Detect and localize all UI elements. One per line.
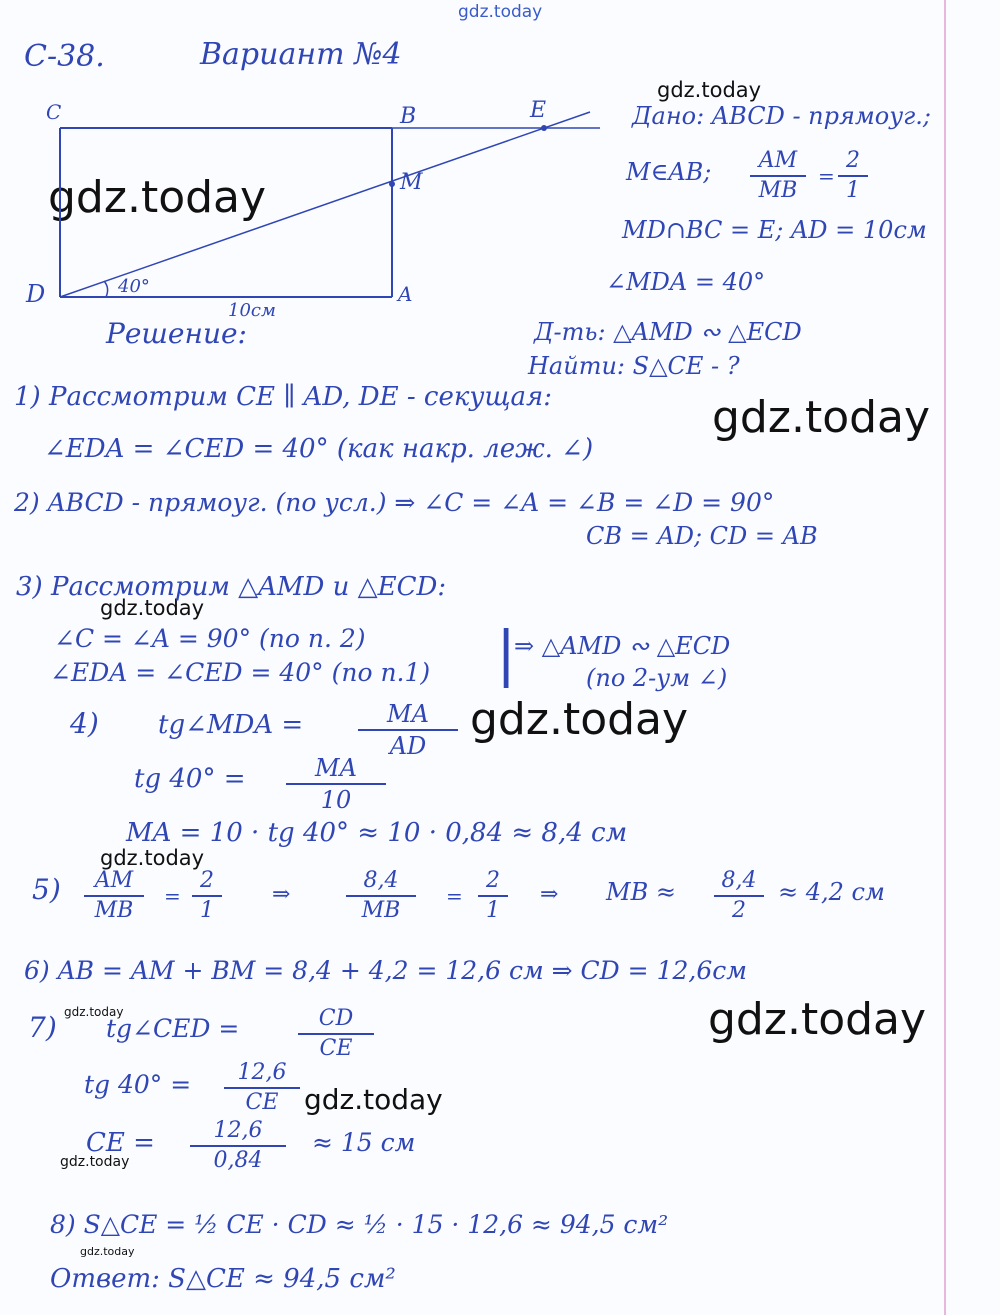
watermark: gdz.today — [100, 846, 205, 870]
answer: Ответ: S△CE ≈ 94,5 см² — [50, 1264, 396, 1294]
step-5-mb: MB ≈ — [606, 878, 676, 906]
watermark: gdz.today — [304, 1083, 443, 1116]
variant-title: Вариант №4 — [200, 37, 402, 72]
step-4-fraction-2: MA 10 — [286, 756, 386, 812]
step-5-fraction-4: 2 1 — [478, 870, 508, 922]
step-7-fraction-2: 12,6 CE — [224, 1062, 300, 1114]
watermark: gdz.today — [708, 994, 927, 1045]
problem-number: C-38. — [24, 39, 105, 74]
step-4-number: 4) — [70, 707, 99, 740]
given-equals: = — [818, 164, 835, 188]
label-M: M — [400, 170, 423, 195]
step-7-fraction-1: CD CE — [298, 1008, 374, 1060]
label-E: E — [530, 98, 547, 123]
side-label: 10см — [228, 300, 276, 321]
step-5-eq-1: = — [164, 884, 181, 908]
angle-arc — [104, 281, 108, 297]
label-A: A — [398, 282, 413, 306]
step-5-arrow-2: ⇒ — [540, 882, 559, 907]
given-line-3: MD∩BC = E; AD = 10см — [622, 216, 927, 244]
step-5-eq-2: = — [446, 884, 463, 908]
step-5-fraction-5: 8,4 2 — [714, 870, 764, 922]
step-3-line-3: ∠EDA = ∠CED = 40° (по п.1) — [50, 658, 431, 687]
step-2-line-1: 2) ABCD - прямоуг. (по усл.) ⇒ ∠C = ∠A = ∠B = ∠D = 90° — [14, 488, 775, 517]
point-E — [541, 125, 547, 131]
prove-statement: Д-ть: △AMD ∾ △ECD — [534, 318, 802, 346]
step-3-line-2: ∠C = ∠A = 90° (по п. 2) — [54, 624, 366, 653]
step-5-fraction-1: AM MB — [84, 870, 144, 922]
step-7-fraction-3: 12,6 0,84 — [190, 1120, 286, 1172]
step-5-fraction-3: 8,4 MB — [346, 870, 416, 922]
given-ratio-fraction: AM MB — [750, 150, 806, 202]
segment-DE — [60, 112, 590, 297]
watermark: gdz.today — [60, 1154, 130, 1170]
step-4-line-3: MA = 10 · tg 40° ≈ 10 · 0,84 ≈ 8,4 см — [126, 818, 628, 848]
watermark: gdz.today — [470, 694, 689, 745]
step-8: 8) S△CE = ½ CE · CD ≈ ½ · 15 · 12,6 ≈ 94,5 см² — [50, 1210, 669, 1239]
point-M — [389, 181, 395, 187]
step-7-line-1: tg∠CED = — [106, 1014, 240, 1043]
step-7-line-2: tg 40° = — [84, 1070, 192, 1099]
step-3-reason: (по 2-ум ∠) — [586, 664, 728, 692]
step-2-line-2: CB = AD; CD = AB — [586, 522, 818, 550]
solution-title: Решение: — [106, 317, 247, 350]
watermark: gdz.today — [48, 172, 267, 223]
step-7-line-3: CE = — [86, 1128, 155, 1158]
step-7-number: 7) — [28, 1011, 57, 1044]
watermark: gdz.today — [712, 392, 931, 443]
watermark: gdz.today — [80, 1245, 135, 1258]
watermark: gdz.today — [64, 1005, 124, 1019]
find-statement: Найти: S△CE - ? — [528, 352, 740, 380]
step-6: 6) AB = AM + BM = 8,4 + 4,2 = 12,6 см ⇒ CD = 12,6см — [24, 956, 747, 985]
given-line-4: ∠MDA = 40° — [606, 268, 766, 296]
step-5-result: ≈ 4,2 см — [778, 878, 885, 906]
angle-label: 40° — [118, 276, 150, 297]
step-3-bracket: | — [496, 619, 517, 689]
step-1-line-2: ∠EDA = ∠CED = 40° (как накр. леж. ∠) — [44, 434, 594, 464]
step-4-fraction-1: MA AD — [358, 702, 458, 758]
step-4-line-2: tg 40° = — [134, 764, 246, 794]
watermark: gdz.today — [657, 78, 762, 102]
step-5-arrow-1: ⇒ — [272, 882, 291, 907]
step-3-line-1: 3) Рассмотрим △AMD и △ECD: — [16, 572, 447, 602]
watermark: gdz.today — [100, 596, 205, 620]
given-ratio-value: 2 1 — [838, 150, 868, 202]
step-3-conclusion: ⇒ △AMD ∾ △ECD — [514, 632, 731, 660]
step-7-result: ≈ 15 см — [312, 1128, 416, 1157]
label-B: B — [400, 104, 417, 129]
watermark-top: gdz.today — [458, 2, 543, 22]
given-line-1: Дано: ABCD - прямоуг.; — [632, 102, 932, 130]
step-1-line-1: 1) Рассмотрим CE ∥ AD, DE - секущая: — [14, 382, 552, 412]
given-line-2: M∈AB; — [626, 158, 712, 186]
step-5-fraction-2: 2 1 — [192, 870, 222, 922]
step-5-number: 5) — [32, 873, 61, 906]
label-C: C — [46, 100, 62, 124]
step-4-line-1: tg∠MDA = — [158, 710, 304, 740]
label-D: D — [26, 280, 46, 308]
